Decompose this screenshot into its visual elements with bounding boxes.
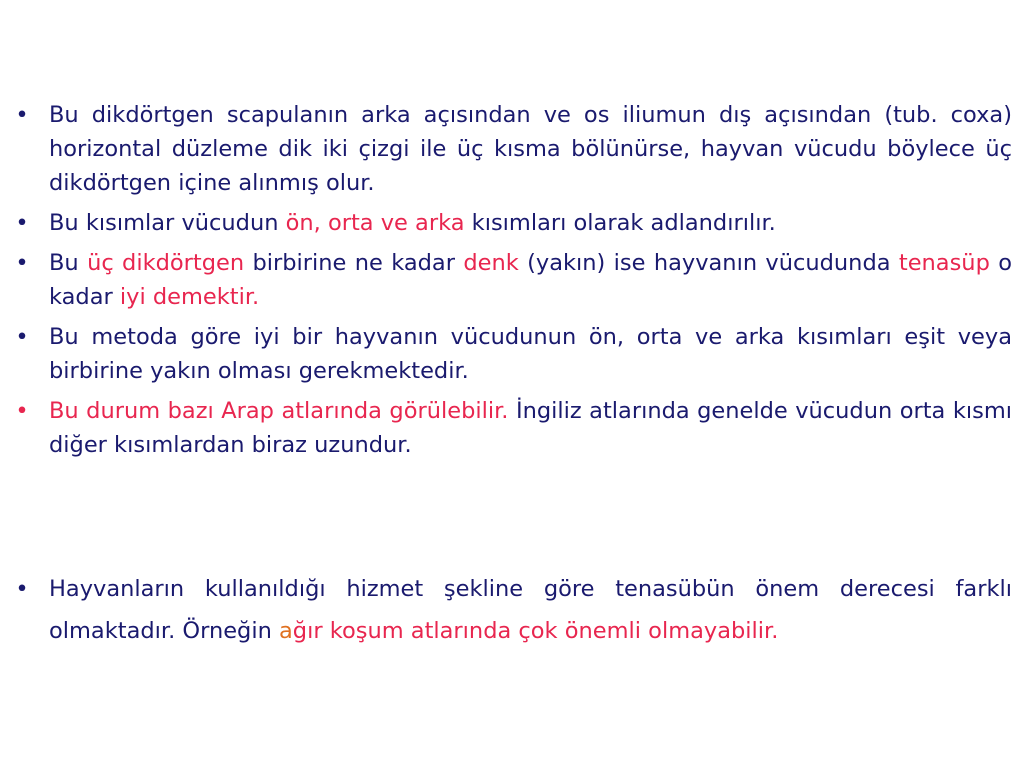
highlighted-text: ön, orta ve arka [285, 210, 465, 236]
highlighted-text: Bu durum bazı Arap atlarında görülebilir. [49, 398, 509, 424]
bullet-icon: • [15, 324, 29, 350]
bullet-icon: • [15, 576, 29, 602]
bullet-item [0, 246, 1024, 314]
bullet-text: o kadar [49, 250, 1012, 310]
bullet-icon: • [15, 102, 29, 128]
bullet-icon: • [15, 250, 29, 276]
bullet-item [0, 394, 1024, 462]
bullet-icon: • [15, 210, 29, 236]
bullet-text: Bu metoda göre iyi bir hayvanın vücudunun ön, orta ve arka kısımları eşit veya birbirine yakın olması gerekmektedir. [49, 324, 1012, 384]
bullet-text: kısımları olarak adlandırılır. [464, 210, 776, 236]
highlighted-text: denk [463, 250, 519, 276]
bullet-text: Hayvanların kullanıldığı hizmet şekline göre tenasübün önem derecesi farklı olmaktadır. Örneğin [49, 576, 1012, 644]
highlighted-text: a [279, 618, 293, 644]
highlighted-text: iyi demektir. [119, 284, 260, 310]
bullet-list-main [0, 98, 1024, 468]
bullet-list-secondary [0, 568, 1024, 658]
highlighted-text: ğır koşum atlarında çok önemli olmayabilir. [292, 618, 779, 644]
bullet-text: Bu dikdörtgen scapulanın arka açısından ve os iliumun dış açısından (tub. coxa) horizontal düzleme dik iki çizgi ile üç kısma bölünürse, hayvan vücudu böylece üç dikdörtgen içine alınmış olur. [49, 102, 1012, 196]
bullet-list [0, 98, 1024, 462]
highlighted-text: tenasüp [898, 250, 990, 276]
bullet-text: (yakın) ise hayvanın vücudunda [518, 250, 899, 276]
bullet-list [0, 568, 1024, 652]
bullet-text: Bu [49, 250, 88, 276]
bullet-item [0, 98, 1024, 200]
bullet-item [0, 568, 1024, 652]
bullet-text: Bu kısımlar vücudun [49, 210, 286, 236]
bullet-item [0, 206, 1024, 240]
bullet-item [0, 320, 1024, 388]
bullet-text: birbirine ne kadar [244, 250, 464, 276]
highlighted-text: üç dikdörtgen [87, 250, 245, 276]
bullet-icon: • [15, 398, 29, 424]
bullet-text: İngiliz atlarında genelde vücudun orta kısmı diğer kısımlardan biraz uzundur. [49, 398, 1012, 458]
